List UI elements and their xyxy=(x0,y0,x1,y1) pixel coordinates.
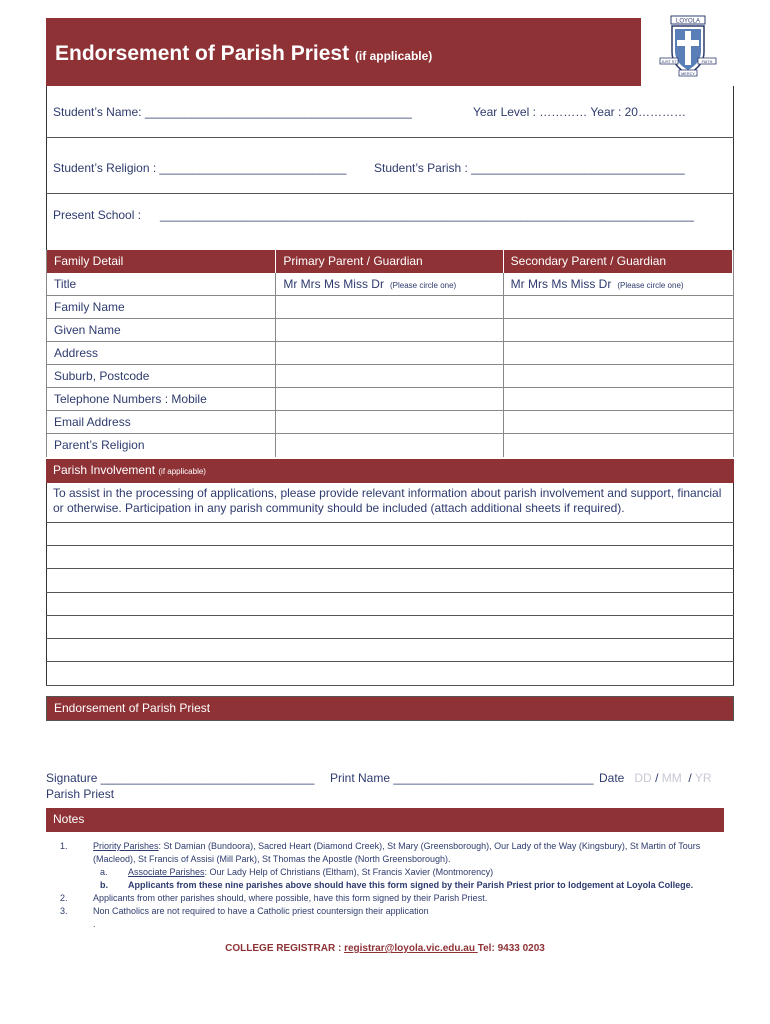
date-sep: / xyxy=(655,771,659,785)
row-label-email: Email Address xyxy=(47,411,276,433)
row-label-title: Title xyxy=(47,273,276,295)
title-main: Endorsement of Parish Priest xyxy=(55,42,350,65)
date-field[interactable] xyxy=(599,771,712,785)
student-parish-field[interactable]: Student’s Parish : ________________________________ xyxy=(374,161,685,175)
present-school-field[interactable]: ________________________________________________________________________________ xyxy=(160,208,694,222)
date-dd[interactable]: DD xyxy=(634,771,652,785)
secondary-address-input[interactable] xyxy=(504,342,733,364)
note-letter: b. xyxy=(100,880,108,890)
table-row xyxy=(47,434,733,457)
date-yr[interactable]: YR xyxy=(694,771,712,785)
list-item xyxy=(60,918,730,931)
note-title: Priority Parishes xyxy=(93,841,159,851)
parish-instructions: To assist in the processing of applications, please provide relevant information about parish involvement and support, financial or otherwise. Participation in any parish community should be included (attach additional sheets if required). xyxy=(53,486,722,515)
date-label: Date xyxy=(599,771,625,785)
family-detail-table xyxy=(46,250,734,457)
parish-heading-text: Parish Involvement xyxy=(53,463,156,477)
row-label-suburb: Suburb, Postcode xyxy=(47,365,276,387)
notes-list xyxy=(60,840,730,931)
endorsement-heading-text: Endorsement of Parish Priest xyxy=(54,701,211,715)
header-primary-parent: Primary Parent / Guardian xyxy=(276,250,503,273)
page-title xyxy=(55,42,432,66)
secondary-family-name-input[interactable] xyxy=(504,296,733,318)
title-banner xyxy=(46,18,641,86)
note-text: Non Catholics are not required to have a Catholic priest countersign their application xyxy=(93,906,429,916)
table-row xyxy=(47,296,733,319)
year-level-field[interactable]: Year Level : ………… Year : 20………… xyxy=(473,105,686,119)
primary-suburb-input[interactable] xyxy=(276,365,503,387)
parish-priest-label: Parish Priest xyxy=(46,787,115,801)
table-row xyxy=(47,365,733,388)
frame-left xyxy=(46,86,47,250)
list-item xyxy=(60,879,730,892)
answer-line[interactable] xyxy=(46,685,734,686)
row-label-address: Address xyxy=(47,342,276,364)
circle-note: (Please circle one) xyxy=(389,281,457,290)
title-sub: (if applicable) xyxy=(354,49,433,63)
answer-line[interactable] xyxy=(46,638,734,639)
header-family-detail: Family Detail xyxy=(47,250,276,273)
list-item xyxy=(60,866,730,879)
answer-line[interactable] xyxy=(46,615,734,616)
secondary-suburb-input[interactable] xyxy=(504,365,733,387)
note-number: 3. xyxy=(60,906,68,916)
registrar-email-link[interactable]: registrar@loyola.vic.edu.au xyxy=(344,943,478,954)
note-text: Applicants from other parishes should, where possible, have this form signed by their Parish Priest. xyxy=(93,893,488,903)
table-row xyxy=(47,388,733,411)
answer-line[interactable] xyxy=(46,545,734,546)
note-number xyxy=(60,918,93,931)
note-text: : St Damian (Bundoora), Sacred Heart (Diamond Creek), St Mary (Greensborough), Our Lady of the Way (Kingsbury), St Martin of Tours (Macleod), St Francis of Assisi (Mill Park), St Thomas the Apostle (North Greensborough). xyxy=(93,841,701,864)
list-item xyxy=(60,840,730,866)
list-item xyxy=(60,892,730,905)
parish-heading-sub: (if applicable) xyxy=(158,467,206,476)
row-label-telephone: Telephone Numbers : Mobile xyxy=(47,388,276,410)
secondary-religion-input[interactable] xyxy=(504,434,733,457)
circle-note: (Please circle one) xyxy=(617,281,684,290)
row-label-religion: Parent’s Religion xyxy=(47,434,276,457)
note-number: 1. xyxy=(60,841,68,851)
primary-religion-input[interactable] xyxy=(276,434,503,457)
primary-telephone-input[interactable] xyxy=(276,388,503,410)
row-label-given-name: Given Name xyxy=(47,319,276,341)
table-row xyxy=(47,319,733,342)
note-letter: a. xyxy=(100,867,108,877)
crest-bottom-text: MERCY xyxy=(681,71,695,76)
header-secondary-parent: Secondary Parent / Guardian xyxy=(504,250,733,273)
answer-line[interactable] xyxy=(46,522,734,523)
frame-left xyxy=(46,483,47,686)
divider xyxy=(46,193,734,194)
footer-contact xyxy=(0,943,770,954)
primary-title-options[interactable] xyxy=(276,273,503,295)
note-text: . xyxy=(93,919,96,929)
frame-right xyxy=(733,483,734,686)
primary-address-input[interactable] xyxy=(276,342,503,364)
present-school-label: Present School : xyxy=(53,208,142,222)
notes-heading-text: Notes xyxy=(53,812,85,826)
signature-field[interactable]: Signature ________________________________ xyxy=(46,771,315,785)
endorsement-heading xyxy=(46,696,734,721)
primary-email-input[interactable] xyxy=(276,411,503,433)
title-options[interactable]: Mr Mrs Ms Miss Dr xyxy=(283,277,384,291)
crest-top-text: LOYOLA xyxy=(675,18,701,25)
table-row xyxy=(47,342,733,365)
table-header-row xyxy=(47,250,733,273)
student-name-field[interactable]: Student’s Name: ________________________________________ xyxy=(53,105,412,119)
frame-right xyxy=(733,86,734,250)
parish-involvement-heading xyxy=(46,459,734,483)
answer-line[interactable] xyxy=(46,568,734,569)
crest-left-text: JUST ST xyxy=(661,59,677,64)
title-options[interactable]: Mr Mrs Ms Miss Dr xyxy=(510,277,612,291)
note-text: : Our Lady Help of Christians (Eltham), St Francis Xavier (Montmorency) xyxy=(204,867,494,877)
secondary-email-input[interactable] xyxy=(504,411,733,433)
table-row xyxy=(47,273,733,296)
student-religion-field[interactable]: Student’s Religion : ____________________________ xyxy=(53,161,347,175)
footer-prefix: COLLEGE REGISTRAR : xyxy=(225,943,345,954)
secondary-telephone-input[interactable] xyxy=(504,388,733,410)
answer-line[interactable] xyxy=(46,661,734,662)
note-title: Associate Parishes xyxy=(128,867,205,877)
note-number: 2. xyxy=(60,893,68,903)
school-crest-logo xyxy=(658,14,718,80)
date-mm[interactable]: MM xyxy=(661,771,682,785)
registrar-phone: Tel: 9433 0203 xyxy=(477,943,545,954)
secondary-title-options[interactable] xyxy=(504,273,733,295)
primary-given-name-input[interactable] xyxy=(276,319,503,341)
secondary-given-name-input[interactable] xyxy=(504,319,733,341)
primary-family-name-input[interactable] xyxy=(276,296,503,318)
list-item xyxy=(60,905,730,918)
date-sep: / xyxy=(688,771,692,785)
note-text: Applicants from these nine parishes above should have this form signed by their Parish Priest prior to lodgement at Loyola College. xyxy=(128,880,694,890)
divider xyxy=(46,137,734,138)
print-name-field[interactable]: Print Name ______________________________ xyxy=(330,771,594,785)
answer-line[interactable] xyxy=(46,592,734,593)
notes-heading xyxy=(46,808,724,832)
table-row xyxy=(47,411,733,434)
row-label-family-name: Family Name xyxy=(47,296,276,318)
crest-right-text: FAITH xyxy=(701,59,713,64)
